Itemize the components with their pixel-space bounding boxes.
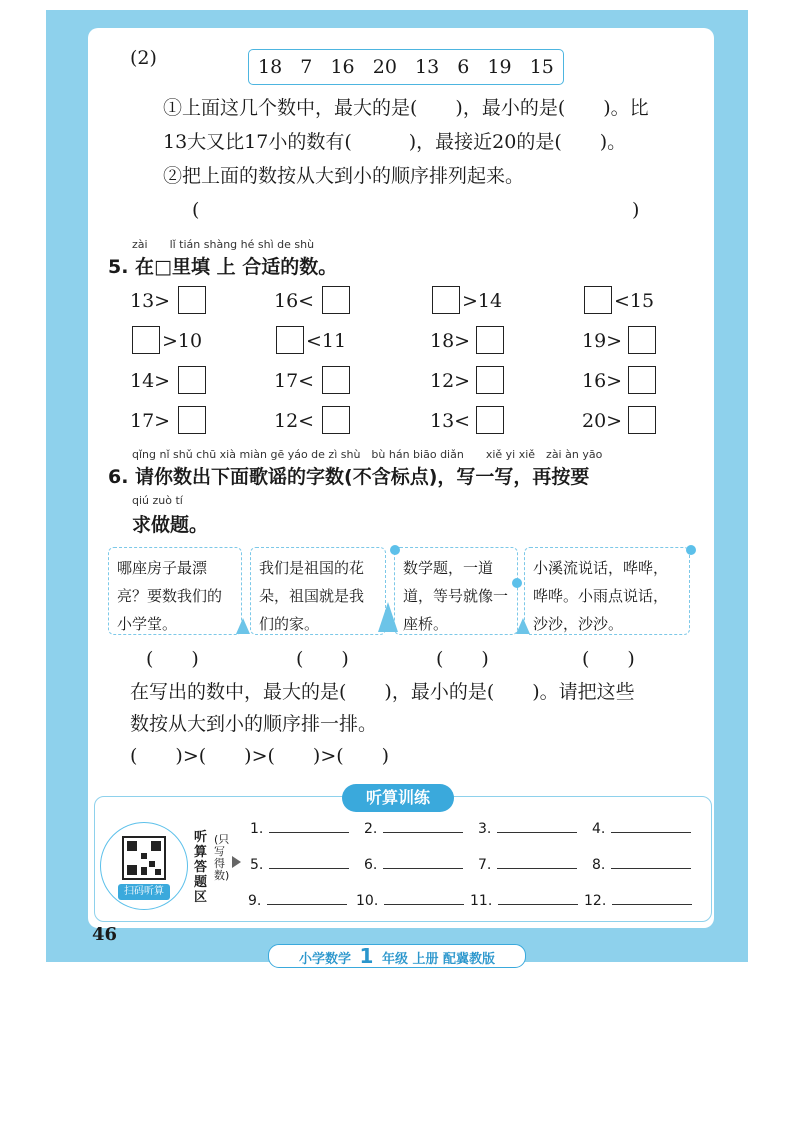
compare-expr: 16> xyxy=(582,370,623,392)
answer-box[interactable] xyxy=(276,326,304,354)
footer-grade: 年级 上册 配冀教版 xyxy=(381,952,496,967)
answer-box[interactable] xyxy=(476,366,504,394)
compare-expr: 17> xyxy=(130,410,171,432)
q4-part-label: (2) xyxy=(130,47,157,69)
number: 20 xyxy=(372,56,397,78)
number: 16 xyxy=(330,56,355,78)
answer-slot[interactable]: 10. xyxy=(356,892,464,909)
decor-dot xyxy=(512,578,522,588)
tree-icon xyxy=(378,602,398,632)
answer-box[interactable] xyxy=(476,326,504,354)
compare-expr: 17< xyxy=(274,370,315,392)
compare-expr: >14 xyxy=(462,290,503,312)
compare-expr: 19> xyxy=(582,330,623,352)
number: 18 xyxy=(258,56,283,78)
rhyme-card: 数学题，一道道，等号就像一座桥。 xyxy=(394,547,518,635)
number-box xyxy=(248,49,564,85)
answer-box[interactable] xyxy=(628,366,656,394)
compare-expr: 18> xyxy=(430,330,471,352)
q6-pinyin-line1: qǐng nǐ shǔ chū xià miàn gē yáo de zì shù bù hán biāo diǎn xiě yi xiě zài àn yāo xyxy=(132,448,603,461)
answer-slot[interactable]: 12. xyxy=(584,892,692,909)
answer-paren-open: ( xyxy=(192,199,200,221)
listening-title: 听算训练 xyxy=(342,784,454,812)
answer-slot[interactable]: 8. xyxy=(592,856,691,873)
tree-icon xyxy=(236,618,250,634)
compare-expr: 20> xyxy=(582,410,623,432)
number: 7 xyxy=(300,56,313,78)
answer-slot[interactable]: 3. xyxy=(478,820,577,837)
compare-expr: 12> xyxy=(430,370,471,392)
answer-slot[interactable]: 7. xyxy=(478,856,577,873)
answer-box[interactable] xyxy=(178,286,206,314)
rhyme-card: 我们是祖国的花朵，祖国就是我们的家。 xyxy=(250,547,386,635)
answer-box[interactable] xyxy=(178,406,206,434)
answer-slot[interactable]: 6. xyxy=(364,856,463,873)
answer-box[interactable] xyxy=(322,286,350,314)
arrow-icon xyxy=(232,856,241,868)
number: 19 xyxy=(487,56,512,78)
answer-slot[interactable]: 9. xyxy=(248,892,347,909)
compare-expr: <11 xyxy=(306,330,347,352)
compare-expr: 13< xyxy=(430,410,471,432)
answer-box[interactable] xyxy=(322,406,350,434)
order-blanks[interactable]: ( )>( )>( )>( ) xyxy=(130,745,390,767)
page-number: 46 xyxy=(92,924,118,945)
book-footer xyxy=(268,944,526,968)
compare-expr: <15 xyxy=(614,290,655,312)
answer-slot[interactable]: 4. xyxy=(592,820,691,837)
answer-zone-label: 听算答题区 xyxy=(194,830,208,905)
compare-expr: 13> xyxy=(130,290,171,312)
number: 13 xyxy=(415,56,440,78)
compare-expr: 16< xyxy=(274,290,315,312)
qr-label: 扫码听算 xyxy=(118,884,170,900)
q4-sub1-line2: 13大又比17小的数有( )，最接近20的是( )。 xyxy=(163,131,627,153)
decor-dot xyxy=(390,545,400,555)
rhyme-card: 哪座房子最漂亮？要数我们的小学堂。 xyxy=(108,547,242,635)
answer-box[interactable] xyxy=(476,406,504,434)
footer-grade-number: 1 xyxy=(359,944,374,968)
answer-box[interactable] xyxy=(132,326,160,354)
count-blank[interactable]: ( ) xyxy=(296,648,349,670)
answer-slot[interactable]: 11. xyxy=(470,892,578,909)
answer-box[interactable] xyxy=(322,366,350,394)
q6-title-line2: 求做题。 xyxy=(132,514,209,536)
number: 6 xyxy=(457,56,470,78)
compare-expr: 12< xyxy=(274,410,315,432)
decor-dot xyxy=(686,545,696,555)
q6-line2: 数按从大到小的顺序排一排。 xyxy=(130,713,378,735)
q6-line1: 在写出的数中，最大的是( )，最小的是( )。请把这些 xyxy=(130,681,635,703)
answer-box[interactable] xyxy=(432,286,460,314)
answer-box[interactable] xyxy=(628,406,656,434)
answer-box[interactable] xyxy=(628,326,656,354)
answer-zone-note: (只写得数) xyxy=(214,833,230,882)
tree-icon xyxy=(516,618,530,634)
answer-slot[interactable]: 2. xyxy=(364,820,463,837)
count-blank[interactable]: ( ) xyxy=(436,648,489,670)
q5-pinyin: zài lǐ tián shàng hé shì de shù xyxy=(132,238,315,251)
answer-box[interactable] xyxy=(178,366,206,394)
answer-paren-close: ) xyxy=(632,199,640,221)
q5-title: 5. 在□里填 上 合适的数。 xyxy=(108,256,338,278)
q6-title-line1: 6. 请你数出下面歌谣的字数(不含标点)，写一写，再按要 xyxy=(108,466,590,488)
q4-sub1-line1: ①上面这几个数中，最大的是( )，最小的是( )。比 xyxy=(163,97,649,119)
footer-series: 小学数学 xyxy=(298,952,351,967)
compare-expr: 14> xyxy=(130,370,171,392)
count-blank[interactable]: ( ) xyxy=(146,648,199,670)
q4-sub2: ②把上面的数按从大到小的顺序排列起来。 xyxy=(163,165,525,187)
answer-slot[interactable]: 5. xyxy=(250,856,349,873)
number: 15 xyxy=(529,56,554,78)
count-blank[interactable]: ( ) xyxy=(582,648,635,670)
answer-slot[interactable]: 1. xyxy=(250,820,349,837)
compare-expr: >10 xyxy=(162,330,203,352)
rhyme-card: 小溪流说话，哗哗，哗哗。小雨点说话，沙沙，沙沙。 xyxy=(524,547,690,635)
q6-pinyin-line2: qiú zuò tí xyxy=(132,494,183,507)
answer-box[interactable] xyxy=(584,286,612,314)
